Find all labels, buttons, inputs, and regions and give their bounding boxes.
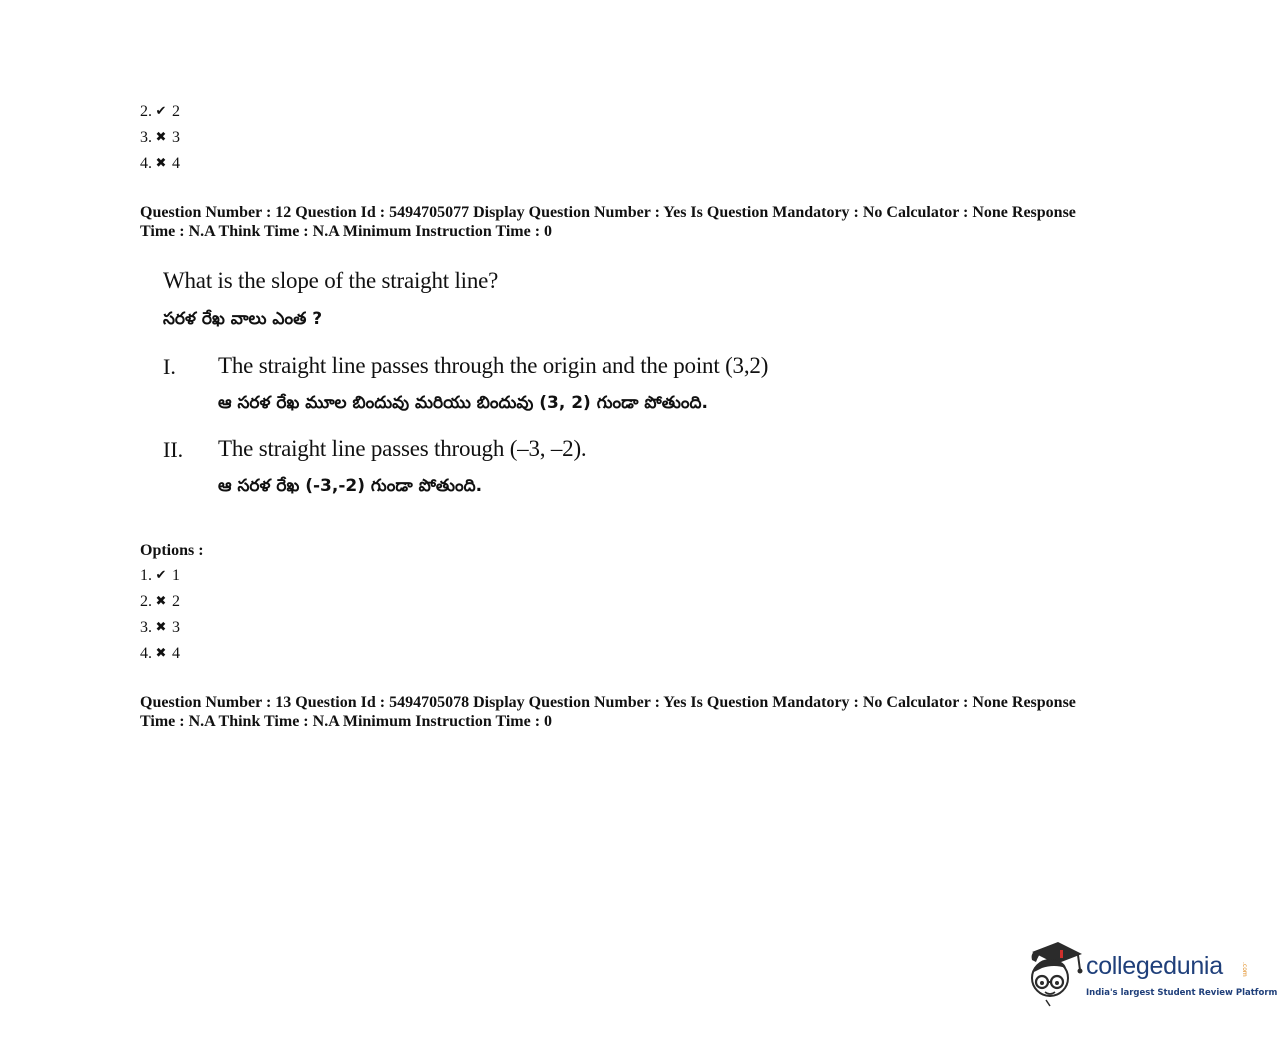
question-12-meta (140, 203, 1180, 241)
option-value: 2 (172, 593, 180, 610)
prev-option-2 (140, 103, 180, 121)
option-number: 4. (140, 155, 152, 172)
option-1 (140, 567, 180, 585)
option-number: 2. (140, 103, 152, 120)
option-number: 4. (140, 645, 152, 662)
statement-2-numeral: II. (163, 437, 184, 462)
meta-line-1: Question Number : 13 Question Id : 5494705078 Display Question Number : Yes Is Question Mandatory : No Calculator : None Response (140, 694, 1076, 711)
option-number: 1. (140, 567, 152, 584)
meta-line-2: Time : N.A Think Time : N.A Minimum Instruction Time : 0 (140, 713, 553, 730)
statement-1-en: The straight line passes through the origin and the point (3,2) (218, 353, 769, 378)
prev-option-4 (140, 155, 180, 173)
option-value: 3 (172, 129, 180, 146)
cross-icon: ✖ (155, 620, 167, 635)
check-icon: ✔ (155, 568, 167, 583)
option-value: 4 (172, 645, 180, 662)
option-value: 4 (172, 155, 180, 172)
option-value: 1 (172, 567, 180, 584)
statement-2-te: ఆ సరళ రేఖ (-3,-2) గుండా పోతుంది. (218, 476, 483, 496)
check-icon: ✔ (155, 104, 167, 119)
statement-2-en: The straight line passes through (–3, –2). (218, 436, 587, 461)
cross-icon: ✖ (155, 130, 167, 145)
cross-icon: ✖ (155, 594, 167, 609)
option-2 (140, 593, 180, 611)
option-value: 3 (172, 619, 180, 636)
meta-line-1: Question Number : 12 Question Id : 5494705077 Display Question Number : Yes Is Question Mandatory : No Calculator : None Response (140, 204, 1076, 221)
brand-tagline: India's largest Student Review Platform (1086, 988, 1278, 998)
options-label: Options : (140, 542, 204, 559)
question-text-en: What is the slope of the straight line? (163, 268, 499, 293)
prev-option-3 (140, 129, 180, 147)
meta-line-2: Time : N.A Think Time : N.A Minimum Instruction Time : 0 (140, 223, 553, 240)
cross-icon: ✖ (155, 646, 167, 661)
option-number: 2. (140, 593, 152, 610)
mascot-logo-icon (1024, 938, 1086, 1008)
question-13-meta (140, 693, 1180, 731)
option-number: 3. (140, 129, 152, 146)
statement-1-te: ఆ సరళ రేఖ మూల బిందువు మరియు బిందువు (3, 2) గుండా పోతుంది. (218, 393, 708, 413)
brand-domain: .com (1241, 962, 1248, 977)
question-text-te: సరళ రేఖ వాలు ఎంత ? (163, 309, 323, 329)
brand-name: collegedunia (1086, 952, 1223, 980)
option-number: 3. (140, 619, 152, 636)
cross-icon: ✖ (155, 156, 167, 171)
statement-1-numeral: I. (163, 354, 176, 379)
option-3 (140, 619, 180, 637)
option-value: 2 (172, 103, 180, 120)
option-4 (140, 645, 180, 663)
